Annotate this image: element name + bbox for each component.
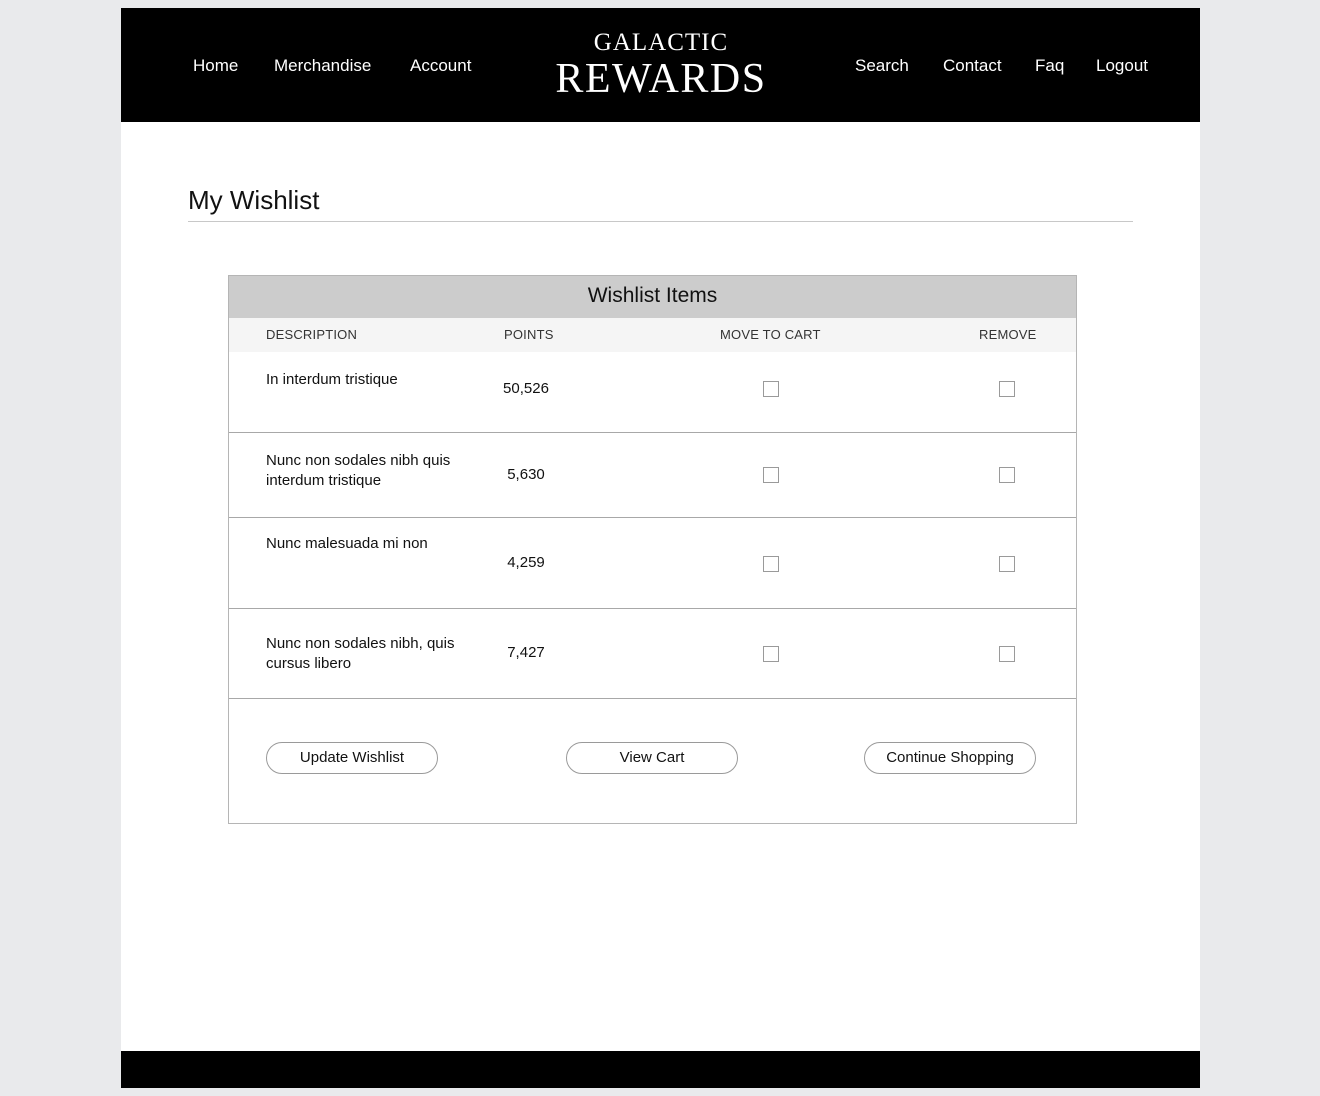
column-header-move-to-cart: MOVE TO CART <box>720 327 821 342</box>
page-container <box>121 8 1200 1088</box>
remove-checkbox[interactable] <box>999 556 1015 572</box>
move-to-cart-checkbox[interactable] <box>763 646 779 662</box>
site-logo[interactable] <box>541 28 781 100</box>
column-header-description: DESCRIPTION <box>266 327 358 342</box>
column-header-remove: REMOVE <box>979 327 1037 342</box>
remove-checkbox[interactable] <box>999 467 1015 483</box>
view-cart-button[interactable]: View Cart <box>566 742 738 774</box>
update-wishlist-button[interactable]: Update Wishlist <box>266 742 438 774</box>
wishlist-row <box>229 433 1076 518</box>
item-points: 5,630 <box>507 466 545 483</box>
item-points: 50,526 <box>503 380 549 397</box>
item-points: 7,427 <box>507 644 545 661</box>
wishlist-row <box>229 352 1076 433</box>
move-to-cart-checkbox[interactable] <box>763 556 779 572</box>
remove-checkbox[interactable] <box>999 646 1015 662</box>
nav-merchandise-link[interactable]: Merchandise <box>274 56 372 75</box>
continue-shopping-button[interactable]: Continue Shopping <box>864 742 1036 774</box>
site-footer <box>121 1051 1200 1088</box>
item-points: 4,259 <box>507 554 545 571</box>
column-header-points: POINTS <box>504 327 554 342</box>
wishlist-row <box>229 609 1076 699</box>
nav-logout-link[interactable]: Logout <box>1096 56 1148 75</box>
nav-account-link[interactable]: Account <box>410 56 472 75</box>
column-header-row <box>229 318 1076 352</box>
nav-search-link[interactable]: Search <box>855 56 909 75</box>
logo-top-text: GALACTIC <box>593 29 729 56</box>
wishlist-panel <box>228 275 1077 824</box>
wishlist-row <box>229 518 1076 609</box>
item-description: Nunc malesuada mi non <box>266 535 428 552</box>
title-divider <box>188 221 1133 222</box>
nav-faq-link[interactable]: Faq <box>1035 56 1065 75</box>
site-header <box>121 8 1200 122</box>
move-to-cart-checkbox[interactable] <box>763 467 779 483</box>
nav-contact-link[interactable]: Contact <box>943 56 1002 75</box>
wishlist-heading: Wishlist Items <box>229 276 1076 318</box>
logo-bottom-text: REWARDS <box>555 56 767 102</box>
item-description: Nunc non sodales nibh, quis cursus libero <box>266 635 455 672</box>
nav-home-link[interactable]: Home <box>193 56 239 75</box>
item-description: Nunc non sodales nibh quis interdum tristique <box>266 452 451 489</box>
move-to-cart-checkbox[interactable] <box>763 381 779 397</box>
item-description: In interdum tristique <box>266 371 398 388</box>
remove-checkbox[interactable] <box>999 381 1015 397</box>
page-title: My Wishlist <box>188 185 320 215</box>
